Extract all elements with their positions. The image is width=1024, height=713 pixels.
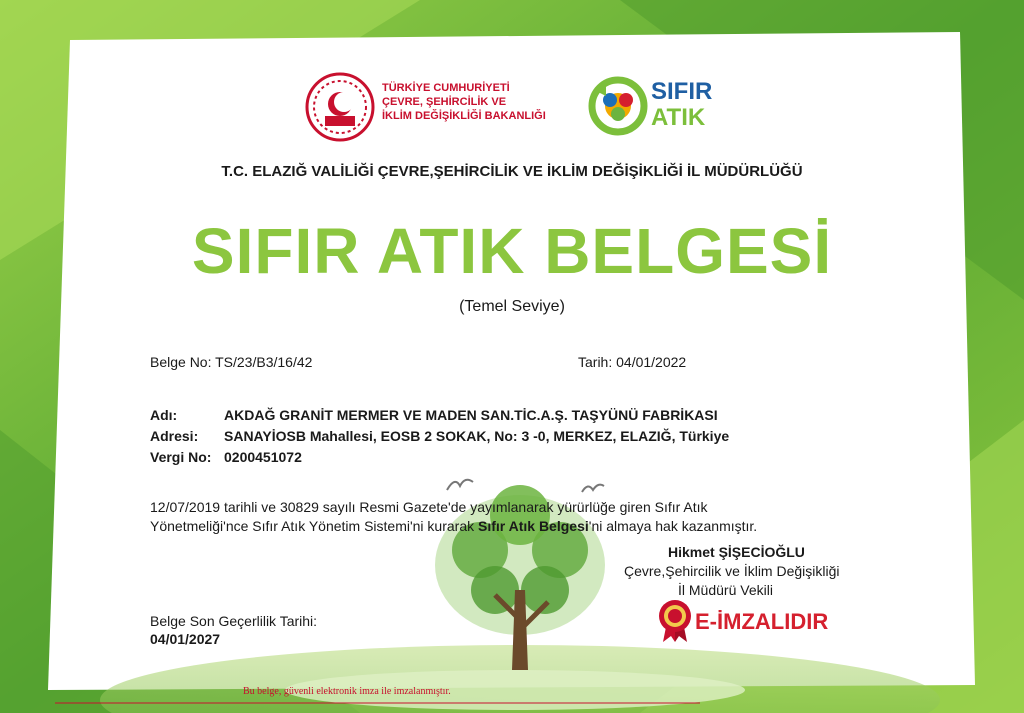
validity-value: 04/01/2027 (150, 631, 221, 647)
name-value: AKDAĞ GRANİT MERMER VE MADEN SAN.TİC.A.Ş. TAŞYÜNÜ FABRİKASI (224, 407, 718, 423)
sifir-atik-logo-icon (588, 72, 648, 136)
document-date: Tarih: 04/01/2022 (578, 354, 687, 370)
ministry-emblem-icon (305, 72, 375, 142)
address-value: SANAYİOSB Mahallesi, EOSB 2 SOKAK, No: 3 -0, MERKEZ, ELAZIĞ, Türkiye (224, 428, 730, 444)
signatory-title1: Çevre,Şehircilik ve İklim Değişikliği (624, 563, 840, 579)
rosette-icon (657, 598, 693, 644)
sifir-logo-line1: SIFIR (651, 78, 713, 105)
footer-note: Bu belge, güvenli elektronik imza ile imzalanmıştır. (243, 686, 451, 697)
bird-icon (445, 472, 475, 502)
level-subtitle: (Temel Seviye) (459, 298, 565, 315)
ministry-line2: ÇEVRE, ŞEHİRCİLİK VE (382, 96, 507, 108)
sifir-logo-line2: ATIK (651, 104, 706, 131)
body-line2-post: 'ni almaya hak kazanmıştır. (588, 518, 758, 534)
tax-value: 0200451072 (224, 449, 302, 465)
signatory-title2: İl Müdürü Vekili (678, 582, 773, 598)
signatory-name: Hikmet ŞİŞECİOĞLU (668, 544, 805, 560)
ministry-line3: İKLİM DEĞİŞİKLİĞİ BAKANLIĞI (382, 110, 546, 122)
name-label: Adı: (150, 407, 178, 423)
body-line2-bold: Sıfır Atık Belgesi (478, 518, 589, 534)
tax-label: Vergi No: (150, 449, 212, 465)
address-label: Adresi: (150, 428, 199, 444)
document-number: Belge No: TS/23/B3/16/42 (150, 354, 313, 370)
page-title: SIFIR ATIK BELGESİ (191, 215, 833, 287)
body-line2-pre: Yönetmeliği'nce Sıfır Atık Yönetim Sistemi'ni kurarak (150, 518, 479, 534)
validity-label: Belge Son Geçerlilik Tarihi: (150, 613, 318, 629)
body-line2 (150, 518, 757, 534)
e-signed-badge: E-İMZALIDIR (695, 609, 829, 634)
ministry-line1: TÜRKİYE CUMHURİYETİ (382, 82, 510, 94)
directorate-heading: T.C. ELAZIĞ VALİLİĞİ ÇEVRE,ŞEHİRCİLİK VE İKLİM DEĞİŞİKLİĞİ İL MÜDÜRLÜĞÜ (221, 163, 803, 180)
body-line1: 12/07/2019 tarihli ve 30829 sayılı Resmi Gazete'de yayımlanarak yürürlüğe giren Sıfır Atık (150, 499, 708, 515)
